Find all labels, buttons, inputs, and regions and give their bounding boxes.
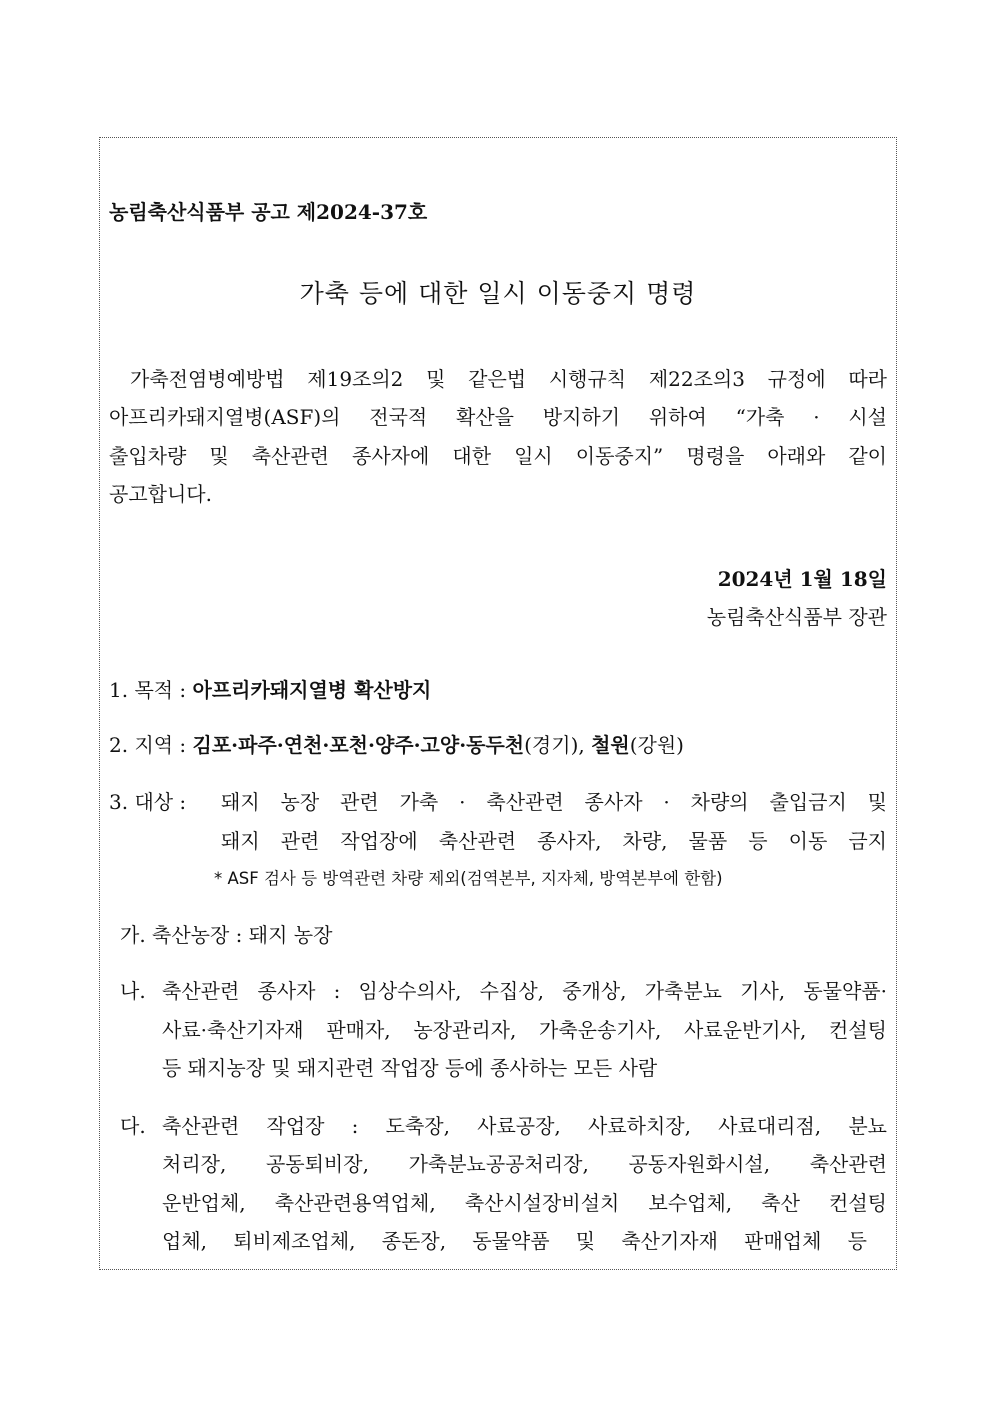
item-region-value-a: 김포·파주·연천·포천·양주·고양·동두천: [192, 733, 525, 757]
body-line-2: 아프리카돼지열병(ASF)의 전국적 확산을 방지하기 위하여 “가축 · 시설: [109, 405, 887, 429]
item-region: [109, 729, 684, 758]
issuer: 농림축산식품부 장관: [706, 605, 887, 629]
subitem-da-line-2: 처리장, 공동퇴비장, 가축분뇨공공처리장, 공동자원화시설, 축산관련: [162, 1152, 887, 1176]
subitem-ga-text: 축산농장 : 돼지 농장: [152, 923, 333, 947]
subitem-ga-label: 가.: [120, 923, 153, 947]
item-region-note-b: (강원): [629, 733, 684, 757]
item-target-line-1: 돼지 농장 관련 가축 · 축산관련 종사자 · 차량의 출입금지 및: [221, 790, 887, 814]
item-target-label: 3. 대상 :: [109, 790, 187, 814]
subitem-ga: [120, 919, 332, 948]
body-line-4: 공고합니다.: [109, 482, 212, 506]
subitem-na-line-3: 등 돼지농장 및 돼지관련 작업장 등에 종사하는 모든 사람: [162, 1056, 658, 1080]
body-line-1: 가축전염병예방법 제19조의2 및 같은법 시행규칙 제22조의3 규정에 따라: [130, 367, 887, 391]
subitem-da-line-4: 업체, 퇴비제조업체, 종돈장, 동물약품 및 축산기자재 판매업체 등: [162, 1229, 867, 1253]
item-target-note: * ASF 검사 등 방역관련 차량 제외(검역본부, 지자체, 방역본부에 한함): [214, 869, 723, 888]
notice-date: 2024년 1월 18일: [717, 567, 887, 591]
item-region-value-b: 철원: [591, 733, 630, 757]
item-purpose-value: 아프리카돼지열병 확산방지: [192, 678, 432, 702]
subitem-da-line-1: 축산관련 작업장 : 도축장, 사료공장, 사료하치장, 사료대리점, 분뇨: [162, 1114, 887, 1138]
document-title: 가축 등에 대한 일시 이동중지 명령: [299, 279, 697, 308]
item-region-label: 2. 지역 :: [109, 733, 193, 757]
item-region-note-a: (경기),: [524, 733, 592, 757]
subitem-da-line-3: 운반업체, 축산관련용역업체, 축산시설장비설치 보수업체, 축산 컨설팅: [162, 1191, 887, 1215]
item-purpose: [109, 674, 431, 703]
subitem-da-label: 다.: [120, 1114, 146, 1138]
subitem-na-label: 나.: [120, 979, 146, 1003]
subitem-na-line-2: 사료·축산기자재 판매자, 농장관리자, 가축운송기사, 사료운반기사, 컨설팅: [162, 1018, 887, 1042]
item-target-line-2: 돼지 관련 작업장에 축산관련 종사자, 차량, 물품 등 이동 금지: [221, 829, 887, 853]
notice-number: 농림축산식품부 공고 제2024-37호: [109, 200, 428, 224]
subitem-na-line-1: 축산관련 종사자 : 임상수의사, 수집상, 중개상, 가축분뇨 기사, 동물약품·: [162, 979, 887, 1003]
body-line-3: 출입차량 및 축산관련 종사자에 대한 일시 이동중지” 명령을 아래와 같이: [109, 444, 887, 468]
item-purpose-label: 1. 목적 :: [109, 678, 193, 702]
